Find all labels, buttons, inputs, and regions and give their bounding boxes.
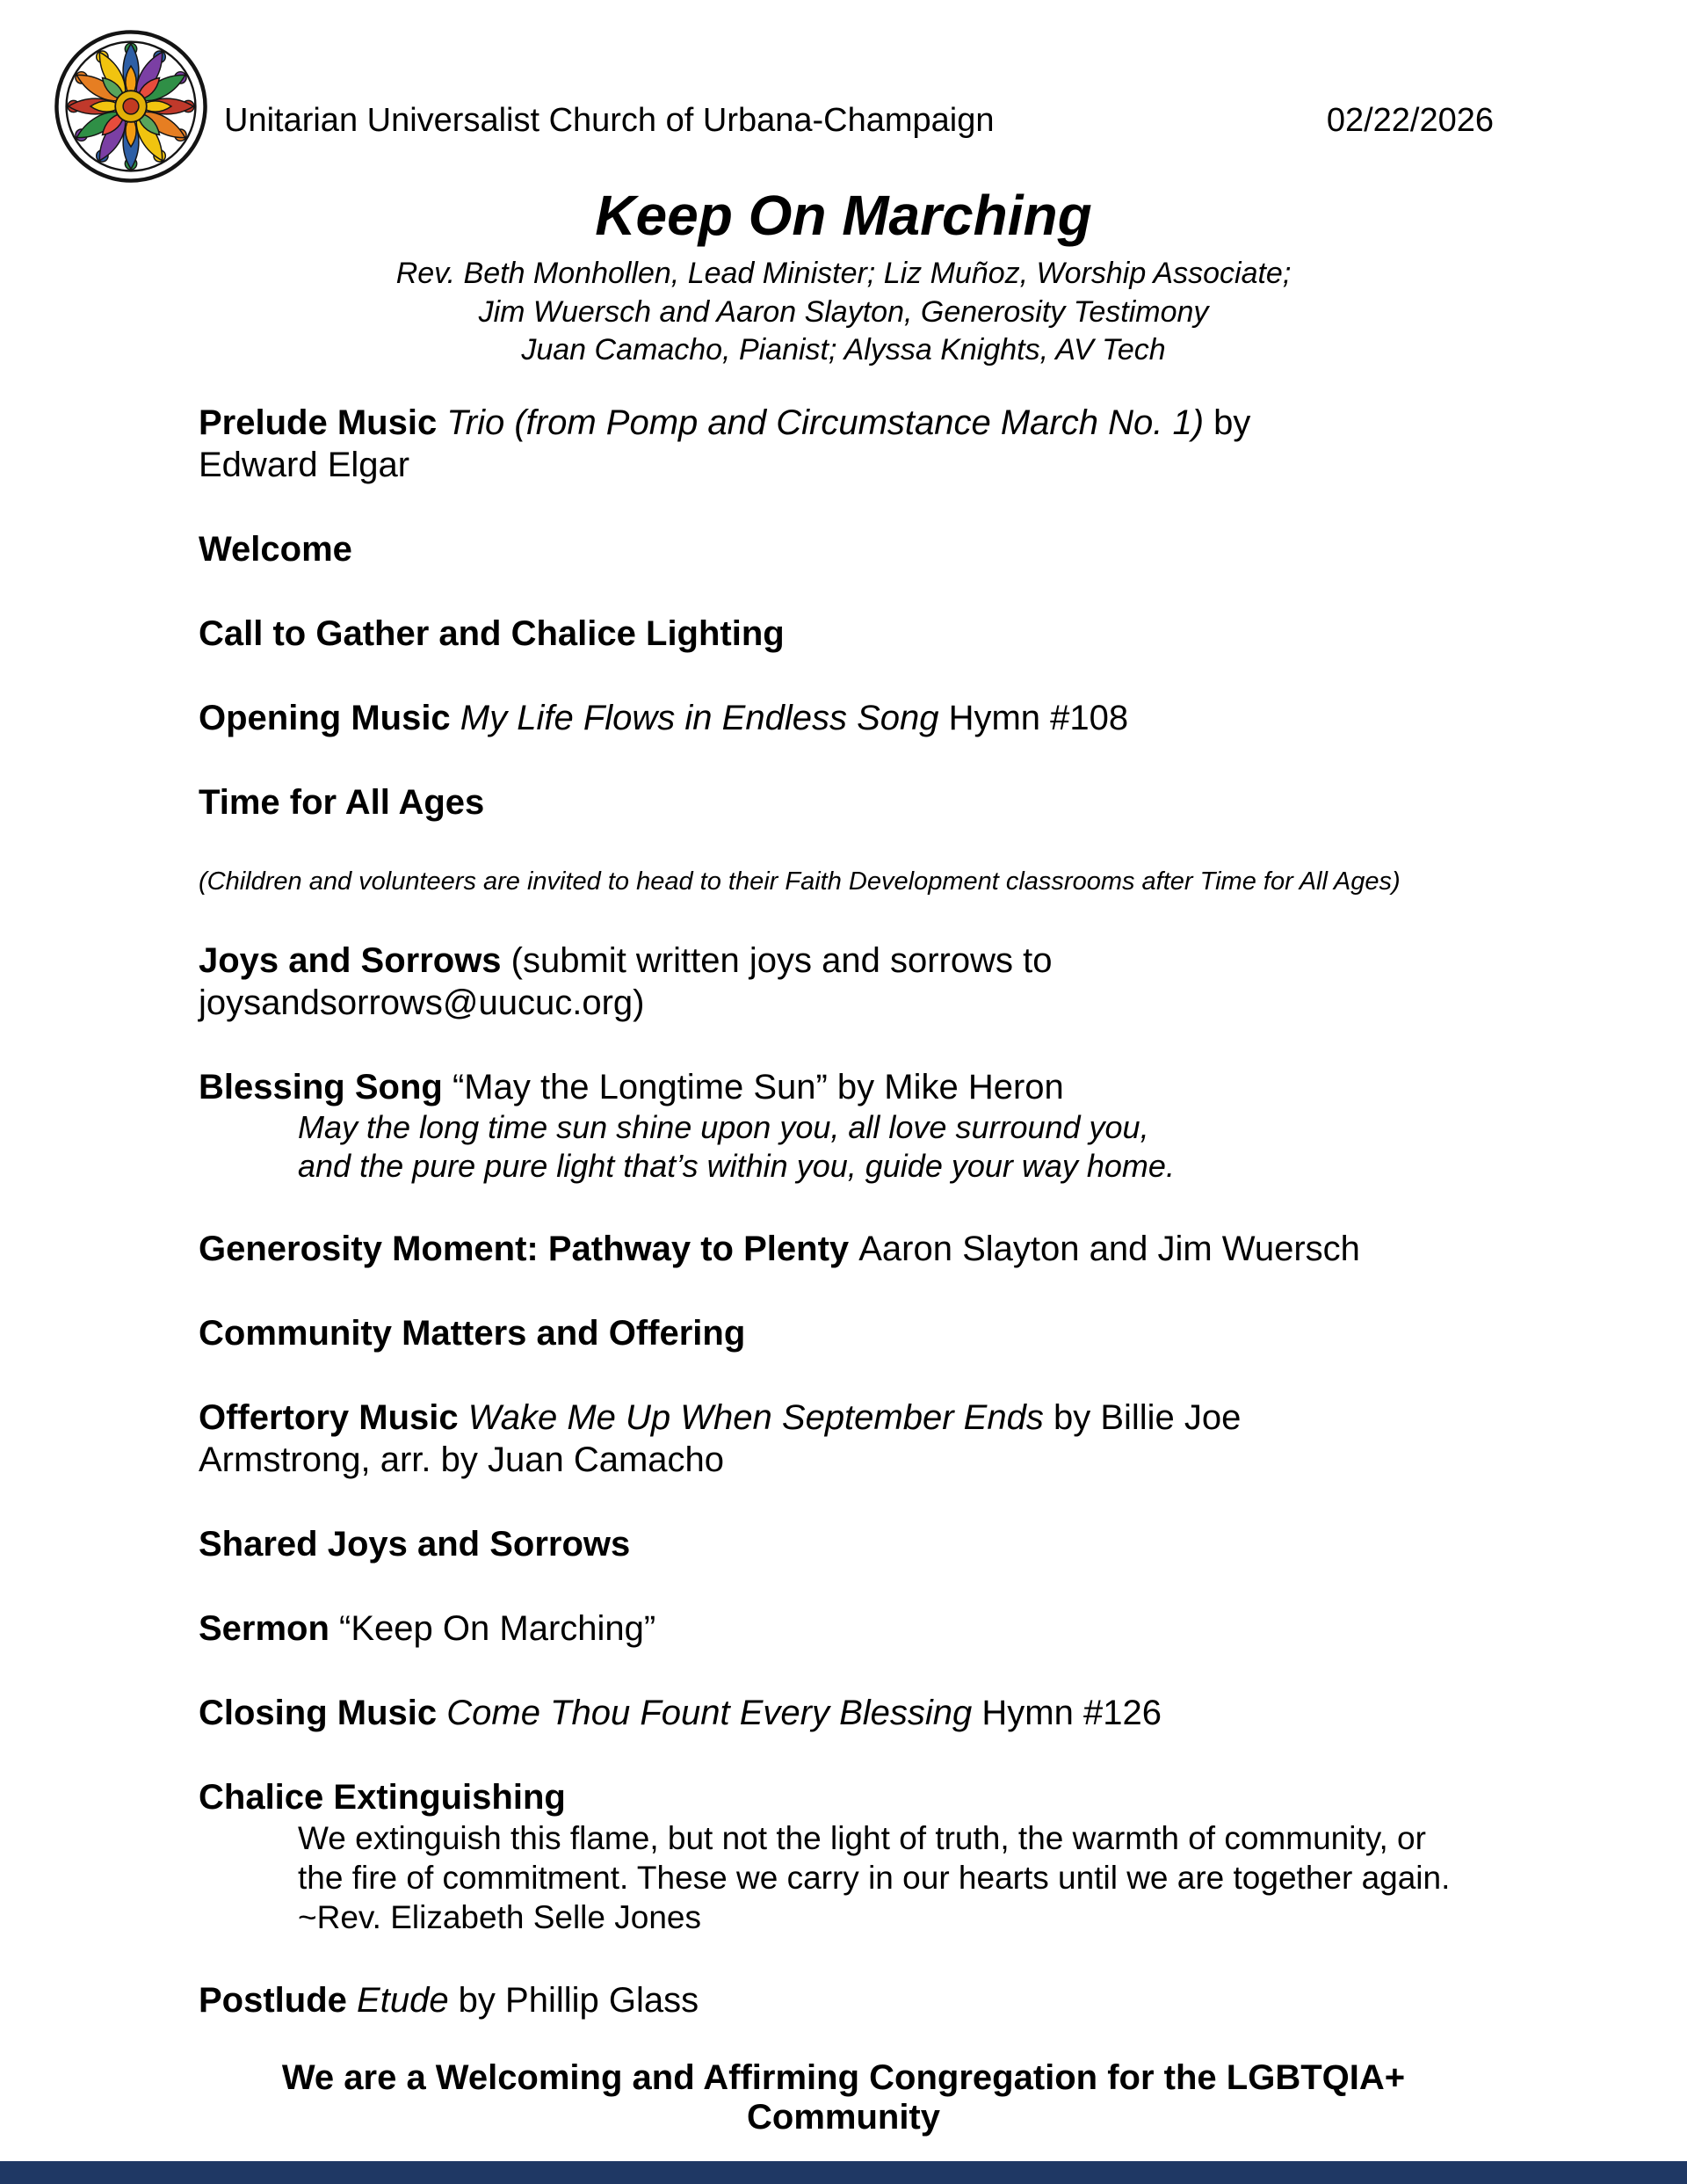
program-item-time-for-all-ages	[199, 781, 1488, 824]
reading-line-3: ~Rev. Elizabeth Selle Jones	[298, 1899, 701, 1936]
credits-line-1: Rev. Beth Monhollen, Lead Minister; Liz Muñoz, Worship Associate;	[395, 257, 1292, 291]
program-item-opening-music	[199, 697, 1488, 739]
item-label: Joys and Sorrows	[199, 941, 511, 981]
credits-line-3: Juan Camacho, Pianist; Alyssa Knights, AV Tech	[521, 333, 1166, 367]
program-item-generosity-moment	[199, 1228, 1488, 1270]
program-item-sermon	[199, 1607, 1488, 1650]
program-item-prelude	[199, 402, 1488, 486]
item-label: Offertory Music	[199, 1398, 468, 1437]
piece-title: Come Thou Fount Every Blessing	[446, 1694, 973, 1732]
item-label: Sermon	[199, 1609, 340, 1648]
rose-window-icon	[53, 28, 209, 185]
faith-development-note: (Children and volunteers are invited to head to their Faith Development classrooms after Time for All Ages)	[199, 867, 1401, 896]
program-item-community-matters	[199, 1312, 1488, 1354]
bottom-accent-bar	[0, 2161, 1687, 2184]
program-item-shared-joys	[199, 1523, 1488, 1565]
item-label: Chalice Extinguishing	[199, 1778, 566, 1817]
item-label: Welcome	[199, 529, 352, 569]
piece-title: Wake Me Up When September Ends	[467, 1398, 1044, 1437]
item-text: Armstrong, arr. by Juan Camacho	[199, 1440, 725, 1479]
program-item-chalice-extinguishing	[199, 1776, 1488, 1818]
item-label: Prelude Music	[199, 403, 447, 442]
credits-line-2: Jim Wuersch and Aaron Slayton, Generosity Testimony	[478, 294, 1209, 329]
item-label: Time for All Ages	[199, 782, 485, 822]
item-label: Closing Music	[199, 1694, 447, 1732]
piece-title: Etude	[357, 1981, 449, 2021]
program-item-joys-and-sorrows	[199, 940, 1488, 1024]
item-label: Call to Gather and Chalice Lighting	[199, 613, 785, 653]
page-header	[224, 102, 1494, 140]
program-item-postlude	[199, 1979, 1488, 2021]
church-name: Unitarian Universalist Church of Urbana-Champaign	[224, 102, 995, 139]
program-item-welcome	[199, 528, 1488, 570]
church-logo	[53, 28, 209, 185]
lyrics-line-2: and the pure pure light that’s within you, guide your way home.	[298, 1148, 1175, 1185]
blessing-song-lyrics	[298, 1108, 1488, 1186]
item-label: Generosity Moment: Pathway to Plenty	[199, 1230, 859, 1268]
reading-line-2: the fire of commitment. These we carry in our hearts until we are together again.	[298, 1860, 1451, 1897]
program-item-offertory	[199, 1397, 1488, 1481]
item-label: Blessing Song	[199, 1068, 453, 1107]
service-leaders	[199, 255, 1488, 370]
item-label: Opening Music	[199, 698, 460, 737]
welcoming-statement: We are a Welcoming and Affirming Congregation for the LGBTQIA+ Community	[281, 2058, 1406, 2137]
chalice-extinguishing-reading	[298, 1818, 1488, 1937]
program-item-closing-music	[199, 1692, 1488, 1734]
item-text: by Billie Joe	[1043, 1398, 1242, 1437]
item-text: Hymn #108	[938, 698, 1129, 737]
piece-title: My Life Flows in Endless Song	[460, 698, 939, 737]
item-text: “May the Longtime Sun” by Mike Heron	[452, 1068, 1064, 1107]
reading-line-1: We extinguish this flame, but not the light of truth, the warmth of community, or	[298, 1820, 1426, 1856]
item-text: by Phillip Glass	[448, 1981, 699, 2021]
item-text: “Keep On Marching”	[339, 1609, 656, 1648]
piece-title: Trio (from Pomp and Circumstance March No. 1)	[446, 403, 1205, 442]
program-item-call-to-gather	[199, 613, 1488, 655]
item-label: Community Matters and Offering	[199, 1314, 746, 1353]
item-label: Postlude	[199, 1981, 358, 2021]
item-text: Edward Elgar	[199, 445, 410, 484]
item-label: Shared Joys and Sorrows	[199, 1525, 631, 1564]
item-text: by	[1204, 403, 1251, 442]
item-text: (submit written joys and sorrows to joysandsorrows@uucuc.org)	[199, 941, 1053, 1023]
service-date: 02/22/2026	[1326, 102, 1494, 139]
item-text: Hymn #126	[972, 1694, 1162, 1732]
program-item-blessing-song	[199, 1066, 1488, 1108]
item-text: Aaron Slayton and Jim Wuersch	[858, 1230, 1360, 1268]
lyrics-line-1: May the long time sun shine upon you, all love surround you,	[298, 1109, 1149, 1146]
service-title: Keep On Marching	[595, 184, 1092, 247]
